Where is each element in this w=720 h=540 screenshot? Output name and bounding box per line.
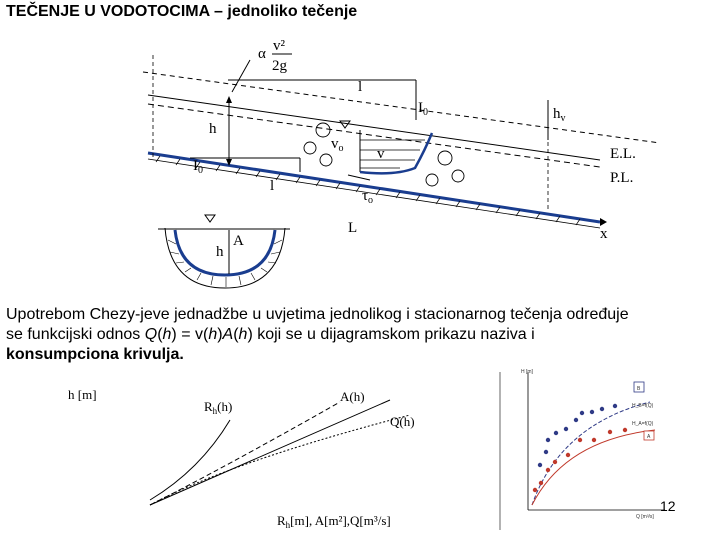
g2-label: 2g xyxy=(272,58,287,74)
pl-label: P.L. xyxy=(610,170,634,186)
vo-label: $v_o$ xyxy=(331,136,344,154)
depth-arrow-head-top xyxy=(226,96,232,103)
alpha-label: α xyxy=(258,46,266,62)
water-level-marker xyxy=(340,121,350,128)
v2-label: v² xyxy=(273,38,285,54)
i0-top-label: $I_0$ xyxy=(418,100,428,118)
slide-title: TEČENJE U VODOTOCIMA – jednoliko tečenje xyxy=(6,3,358,20)
small-chart-y-label: H [m] xyxy=(521,369,533,375)
v-label: v xyxy=(377,146,385,162)
bed-hatch-line xyxy=(148,159,600,228)
L-label: L xyxy=(348,220,358,236)
a-h-label: A(h) xyxy=(340,389,365,404)
cross-section-wetted xyxy=(175,230,275,275)
paragraph-line-3: konsumpciona krivulja. xyxy=(6,346,184,363)
paragraph-line-1: Upotrebom Chezy-jeve jednadžbe u uvjetima jednolikog i stacionarnog tečenja određuje xyxy=(6,306,629,323)
legend-b-eq: H_B=f(Q) xyxy=(632,403,654,409)
x-label: x xyxy=(600,226,608,242)
i0-left-label: $I_0$ xyxy=(193,158,203,176)
alpha-leader xyxy=(232,60,250,92)
tau-label: $\tau_o$ xyxy=(362,188,374,206)
cs-water-level-marker xyxy=(205,215,215,222)
legend-b-label: B xyxy=(637,386,641,392)
points-b xyxy=(538,404,617,467)
page-number: 12 xyxy=(660,498,676,514)
velocity-vectors xyxy=(360,140,425,168)
a-curve xyxy=(150,402,340,505)
rh-label: $R_h(h)$ xyxy=(204,399,233,416)
energy-line xyxy=(143,72,660,143)
hv-label: $h_v$ xyxy=(553,106,566,124)
l-top-label: l xyxy=(358,79,363,95)
h-cs-label: h xyxy=(216,244,224,260)
legend-a-eq: H_A=f(Q) xyxy=(632,421,654,427)
q-curve-base xyxy=(150,400,390,505)
h-left-label: h xyxy=(209,121,217,137)
paragraph-line-2: se funkcijski odnos Q(h) = v(h)A(h) koji se u dijagramskom prikazu naziva i xyxy=(6,326,535,343)
channel-bed xyxy=(148,153,600,222)
tau-arrow xyxy=(348,175,370,180)
legend-a-label: A xyxy=(647,434,651,440)
explanatory-paragraph xyxy=(6,305,718,365)
q-h-label: Q(h) xyxy=(390,414,415,429)
cross-section-hatching xyxy=(168,240,282,287)
q-curve xyxy=(150,415,410,505)
x-axis-arrow xyxy=(600,218,607,226)
curve-b xyxy=(532,402,650,505)
h-axis-label: h [m] xyxy=(68,387,97,402)
A-cs-label: A xyxy=(233,233,244,249)
small-chart-x-label: Q [m³/s] xyxy=(636,514,654,520)
x-axis-label: $R_h[m]$, A[m²],Q[m³/s] xyxy=(277,513,391,530)
l-mid-label: l xyxy=(270,178,275,194)
el-label: E.L. xyxy=(610,146,636,162)
